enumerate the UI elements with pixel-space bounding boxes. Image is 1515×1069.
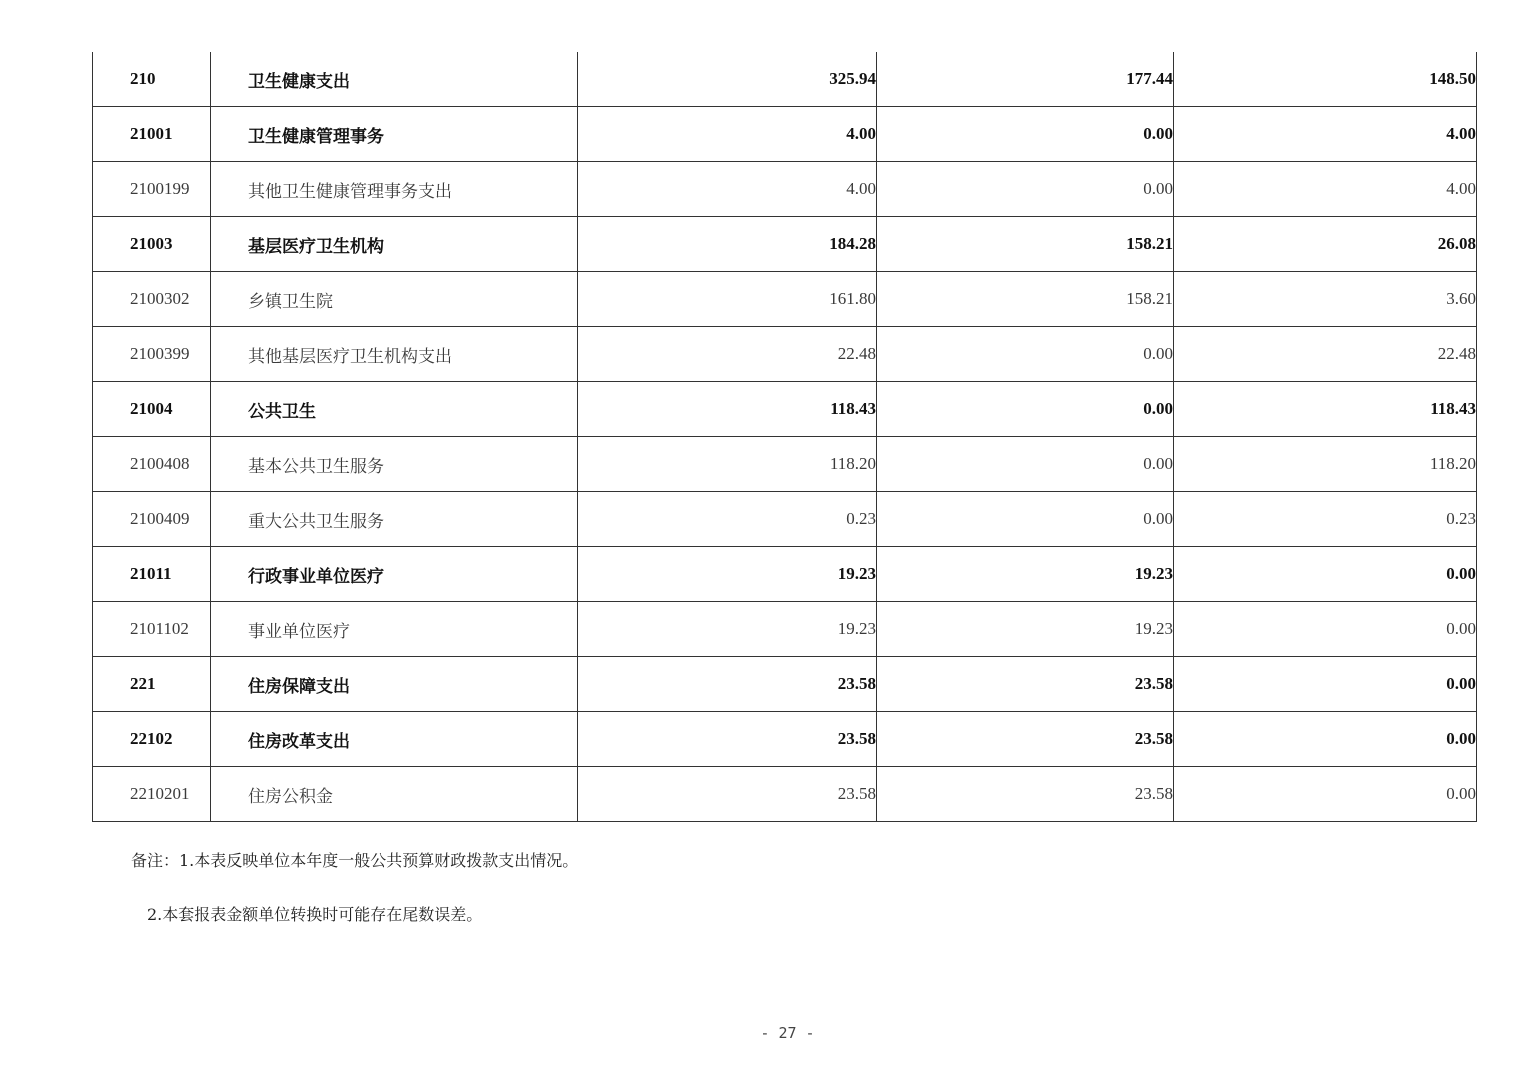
project-expenditure-cell: 118.43 bbox=[1174, 382, 1477, 437]
account-code-cell: 2101102 bbox=[93, 602, 211, 657]
total-amount-cell: 19.23 bbox=[578, 547, 877, 602]
project-expenditure-cell: 4.00 bbox=[1174, 107, 1477, 162]
project-expenditure-cell: 0.00 bbox=[1174, 657, 1477, 712]
total-amount-cell: 22.48 bbox=[578, 327, 877, 382]
total-amount-cell: 184.28 bbox=[578, 217, 877, 272]
account-code-cell: 2100302 bbox=[93, 272, 211, 327]
project-expenditure-cell: 0.23 bbox=[1174, 492, 1477, 547]
total-amount-cell: 118.43 bbox=[578, 382, 877, 437]
total-amount-cell: 4.00 bbox=[578, 107, 877, 162]
basic-expenditure-cell: 177.44 bbox=[877, 52, 1174, 107]
note-line-2: 2.本套报表金额单位转换时可能存在尾数误差。 bbox=[147, 905, 483, 924]
basic-expenditure-cell: 0.00 bbox=[877, 327, 1174, 382]
account-code-cell: 21004 bbox=[93, 382, 211, 437]
account-name-cell: 基本公共卫生服务 bbox=[211, 437, 578, 492]
basic-expenditure-cell: 23.58 bbox=[877, 767, 1174, 822]
basic-expenditure-cell: 0.00 bbox=[877, 382, 1174, 437]
table-row bbox=[93, 217, 1477, 272]
basic-expenditure-cell: 23.58 bbox=[877, 657, 1174, 712]
account-code-cell: 21011 bbox=[93, 547, 211, 602]
table-row bbox=[93, 657, 1477, 712]
account-code-cell: 21003 bbox=[93, 217, 211, 272]
project-expenditure-cell: 3.60 bbox=[1174, 272, 1477, 327]
account-code-cell: 2210201 bbox=[93, 767, 211, 822]
account-code-cell: 2100408 bbox=[93, 437, 211, 492]
account-code-cell: 22102 bbox=[93, 712, 211, 767]
account-code-cell: 210 bbox=[93, 52, 211, 107]
table-row bbox=[93, 547, 1477, 602]
project-expenditure-cell: 22.48 bbox=[1174, 327, 1477, 382]
account-name-cell: 卫生健康管理事务 bbox=[211, 107, 578, 162]
basic-expenditure-cell: 0.00 bbox=[877, 162, 1174, 217]
account-name-cell: 住房保障支出 bbox=[211, 657, 578, 712]
budget-expenditure-table bbox=[92, 52, 1477, 822]
total-amount-cell: 0.23 bbox=[578, 492, 877, 547]
account-code-cell: 2100409 bbox=[93, 492, 211, 547]
account-name-cell: 住房改革支出 bbox=[211, 712, 578, 767]
table-row bbox=[93, 382, 1477, 437]
account-code-cell: 221 bbox=[93, 657, 211, 712]
account-code-cell: 2100199 bbox=[93, 162, 211, 217]
total-amount-cell: 118.20 bbox=[578, 437, 877, 492]
total-amount-cell: 23.58 bbox=[578, 712, 877, 767]
account-code-cell: 2100399 bbox=[93, 327, 211, 382]
basic-expenditure-cell: 158.21 bbox=[877, 217, 1174, 272]
project-expenditure-cell: 26.08 bbox=[1174, 217, 1477, 272]
table-body bbox=[93, 52, 1477, 822]
account-name-cell: 公共卫生 bbox=[211, 382, 578, 437]
basic-expenditure-cell: 23.58 bbox=[877, 712, 1174, 767]
table-row bbox=[93, 767, 1477, 822]
account-name-cell: 乡镇卫生院 bbox=[211, 272, 578, 327]
account-code-cell: 21001 bbox=[93, 107, 211, 162]
account-name-cell: 卫生健康支出 bbox=[211, 52, 578, 107]
basic-expenditure-cell: 0.00 bbox=[877, 437, 1174, 492]
total-amount-cell: 161.80 bbox=[578, 272, 877, 327]
account-name-cell: 基层医疗卫生机构 bbox=[211, 217, 578, 272]
table-row bbox=[93, 712, 1477, 767]
total-amount-cell: 23.58 bbox=[578, 657, 877, 712]
account-name-cell: 行政事业单位医疗 bbox=[211, 547, 578, 602]
project-expenditure-cell: 0.00 bbox=[1174, 767, 1477, 822]
project-expenditure-cell: 0.00 bbox=[1174, 547, 1477, 602]
table-row bbox=[93, 437, 1477, 492]
total-amount-cell: 4.00 bbox=[578, 162, 877, 217]
page-number: - 27 - bbox=[760, 1024, 815, 1042]
account-name-cell: 其他基层医疗卫生机构支出 bbox=[211, 327, 578, 382]
account-name-cell: 事业单位医疗 bbox=[211, 602, 578, 657]
table-row bbox=[93, 107, 1477, 162]
basic-expenditure-cell: 158.21 bbox=[877, 272, 1174, 327]
note-line-1: 备注：1.本表反映单位本年度一般公共预算财政拨款支出情况。 bbox=[131, 851, 579, 870]
total-amount-cell: 19.23 bbox=[578, 602, 877, 657]
total-amount-cell: 23.58 bbox=[578, 767, 877, 822]
table-row bbox=[93, 272, 1477, 327]
account-name-cell: 重大公共卫生服务 bbox=[211, 492, 578, 547]
basic-expenditure-cell: 19.23 bbox=[877, 547, 1174, 602]
project-expenditure-cell: 148.50 bbox=[1174, 52, 1477, 107]
project-expenditure-cell: 4.00 bbox=[1174, 162, 1477, 217]
table-row bbox=[93, 602, 1477, 657]
project-expenditure-cell: 118.20 bbox=[1174, 437, 1477, 492]
project-expenditure-cell: 0.00 bbox=[1174, 602, 1477, 657]
basic-expenditure-cell: 19.23 bbox=[877, 602, 1174, 657]
account-name-cell: 住房公积金 bbox=[211, 767, 578, 822]
table-row bbox=[93, 327, 1477, 382]
table-row bbox=[93, 492, 1477, 547]
total-amount-cell: 325.94 bbox=[578, 52, 877, 107]
project-expenditure-cell: 0.00 bbox=[1174, 712, 1477, 767]
basic-expenditure-cell: 0.00 bbox=[877, 492, 1174, 547]
basic-expenditure-cell: 0.00 bbox=[877, 107, 1174, 162]
account-name-cell: 其他卫生健康管理事务支出 bbox=[211, 162, 578, 217]
table-row bbox=[93, 162, 1477, 217]
table-row bbox=[93, 52, 1477, 107]
